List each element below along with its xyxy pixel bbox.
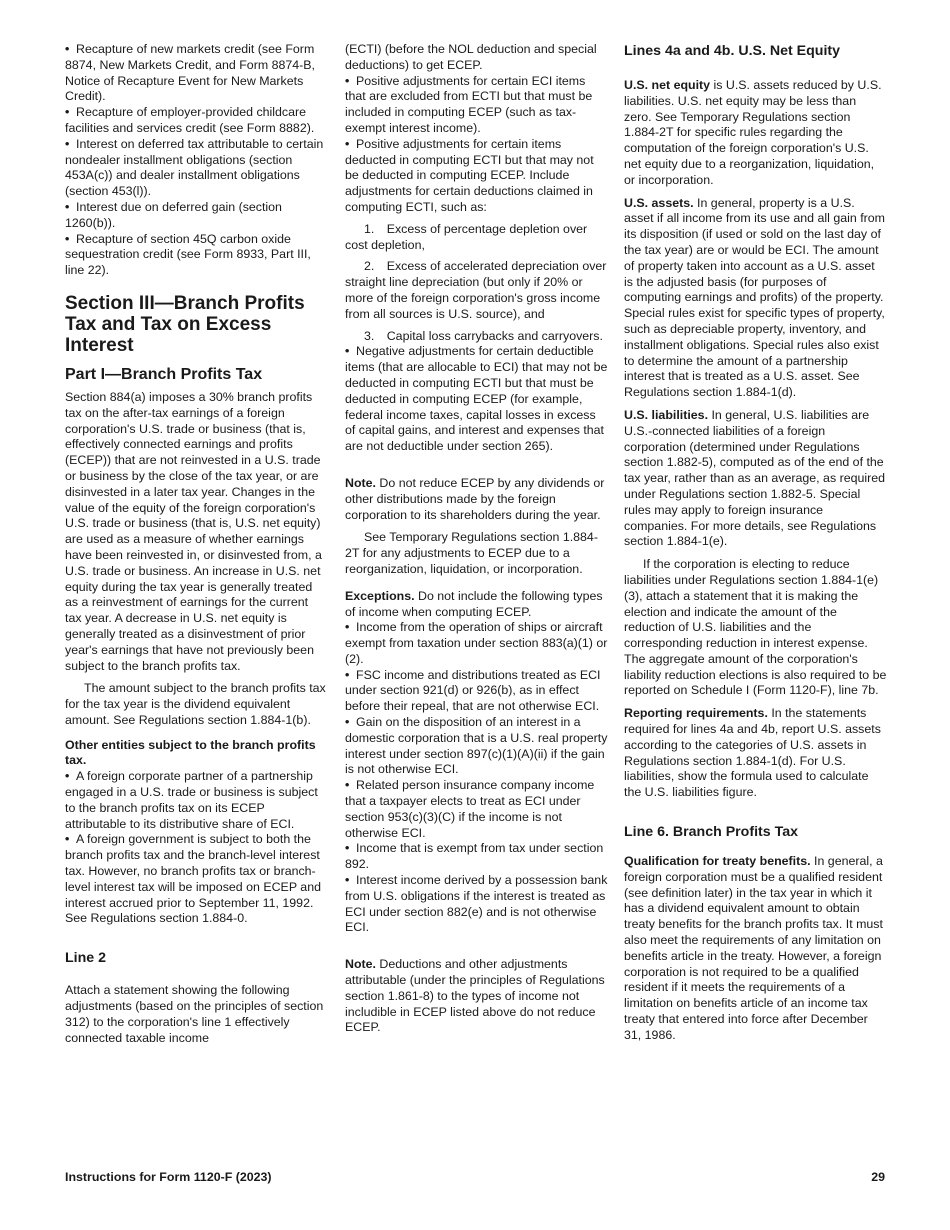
line-2-heading: Line 2 [65,950,106,967]
assets-paragraph [624,196,887,401]
page-number: 29 [871,1170,885,1184]
list-item: • Positive adjustments for certain ECI items that are excluded from ECTI but that must be included in computing ECEP (such as tax-exempt interest income). [345,74,608,137]
list-item: • Income that is exempt from tax under section 892. [345,841,608,873]
list-item: • Recapture of new markets credit (see Form 8874, New Markets Credit, and Form 8874-B, Notice of Recapture Event for New Markets Credit). [65,42,328,105]
numbered-item: 1. Excess of percentage depletion over cost depletion, [345,221,588,252]
note-label: Note. [345,957,376,972]
list-item: • Gain on the disposition of an interest in a domestic corporation that is a U.S. real property interest under section 897(c)(1)(A)(ii) if the gain is not otherwise ECI. [345,715,608,778]
list-item: • Interest due on deferred gain (section 1260(b)). [65,200,328,232]
term-label: Reporting requirements. [624,706,768,721]
exceptions-text: Do not include the following types of income when computing ECEP. [345,588,603,619]
note-paragraph [345,476,608,523]
bullet-list-exceptions [345,620,608,936]
term-label: U.S. net equity [624,78,711,92]
list-item: • Negative adjustments for certain deductible items (that are allocable to ECI) that may not be deducted in computing ECTI but that must be deducted in computing ECEP (for example, federal income taxes, capital losses in excess of capital gains, and interest and expenses that are not deductible under section 265). [345,344,608,455]
list-item: • Related person insurance company income that a taxpayer elects to treat as ECI under section 953(c)(3)(C) if the income is not otherwise ECI. [345,778,608,841]
numbered-item: 3. Capital loss carrybacks and carryovers. [364,328,603,343]
list-item: • Positive adjustments for certain items deducted in computing ECTI but that may not be deducted in computing ECEP. Include adjustments for certain deductions claimed in computing ECTI, such as: [345,137,608,216]
paragraph: If the corporation is electing to reduce liabilities under Regulations section 1.884-1(e)(3), attach a statement that it is making the election and indicate the amount of the reduction of U.S. liabilities and the corresponding reduction in interest expense. The aggregate amount of the corporation's liability reduction elections is also required to be reported on Schedule I (Form 1120-F), line 7b. [624,557,887,698]
list-item: • Interest on deferred tax attributable to certain nondealer installment obligations (section 453A(c)) and dealer installment obligations (section 453(l)). [65,137,328,200]
term-label: U.S. liabilities. [624,407,709,422]
liabilities-paragraph [624,408,887,550]
term-text: In the statements required for lines 4a and 4b, report U.S. assets according to the categories of U.S. assets in Regulations section 1.884-1(d). For U.S. liabilities, show the formula used to calculate the U.S. liabilities figure. [624,706,881,800]
list-item: • Interest income derived by a possession bank from U.S. obligations if the interest is treated as ECI under section 882(e) and is not otherwise ECI. [345,873,608,936]
list-item: • A foreign government is subject to both the branch profits tax and the branch-level interest tax. However, no branch profits tax or branch-level interest tax will be imposed on ECEP and interest accrued prior to September 11, 1992. See Regulations section 1.884-0. [65,832,328,927]
paragraph: The amount subject to the branch profits tax for the tax year is the dividend equivalent amount. See Regulations section 1.884-1(b). [65,681,326,727]
bullet-list-recapture [65,42,328,279]
list-item: • A foreign corporate partner of a partnership engaged in a U.S. trade or business is subject to the branch profits tax on its ECEP attributable to its distributive share of ECI. [65,769,328,832]
lines-4a-4b-heading: Lines 4a and 4b. U.S. Net Equity [624,43,841,59]
exceptions-label: Exceptions. [345,588,415,603]
list-item: • Recapture of section 45Q carbon oxide sequestration credit (see Form 8933, Part III, line 22). [65,232,328,279]
reporting-paragraph [624,706,887,801]
paragraph: (ECTI) (before the NOL deduction and special deductions) to get ECEP. [345,42,597,72]
column-3 [624,42,887,1051]
term-text: In general, a foreign corporation must be a qualified resident (see definition later) in the tax year in which it has a dividend equivalent amount to obtain treaty benefits for the branch profits tax. It must also meet the requirements of any limitation on benefits article in the treaty. However, a foreign corporation is not required to be a qualified resident if it meets the requirements of a limitation on benefits article of an income tax treaty that entered into force after December 31, 1986. [624,854,883,1042]
paragraph: See Temporary Regulations section 1.884-2T for any adjustments to ECEP due to a reorganization, liquidation, or incorporation. [345,530,598,576]
note-paragraph [345,957,608,1036]
section-title: Section III—Branch Profits Tax and Tax on Excess Interest [65,292,305,356]
list-item: • Recapture of employer-provided childcare facilities and services credit (see Form 8882). [65,105,328,137]
column-2 [345,42,608,1043]
note-label: Note. [345,475,376,490]
part-title: Part I—Branch Profits Tax [65,365,263,383]
term-label: Qualification for treaty benefits. [624,854,811,869]
term-text: In general, U.S. liabilities are U.S.-connected liabilities of a foreign corporation (determined under Regulations section 1.882-5), computed as of the end of the tax year, rather than as an average, as required under Regulations section 1.882-5. Special rules may apply to foreign insurance companies. For more details, see Regulations section 1.884-1(e). [624,407,886,549]
column-1 [65,42,328,1053]
other-entities-heading: Other entities subject to the branch profits tax. [65,737,316,768]
list-item: • FSC income and distributions treated as ECI under section 921(d) or 926(b), as in effect before their repeal, that are not otherwise ECI. [345,668,608,715]
term-label: U.S. assets. [624,195,694,210]
note-text: Do not reduce ECEP by any dividends or other distributions made by the foreign corporation to its shareholders during the year. [345,475,605,522]
list-item: • Income from the operation of ships or aircraft exempt from taxation under section 883(a)(1) or (2). [345,620,608,667]
exceptions-paragraph [345,589,608,621]
bullet-list-other-entities [65,769,328,927]
numbered-item: 2. Excess of accelerated depreciation over straight line depreciation (but only if 20% or more of the foreign corporation's gross income from all sources is U.S. source), and [345,259,607,321]
term-text: In general, property is a U.S. asset if all income from its use and all gain from its disposition (if used or sold on the last day of the tax year) are or would be ECI. The amount of property taken into account as a U.S. asset is the adjusted basis (for purposes of computing earnings and profits) of the property. Special rules exist for specific types of property, such as depreciable property, inventory, and installment obligations. Special rules also exist to determine the amount of a partnership interest that is treated as a U.S. asset. See Regulations section 1.884-1(d). [624,195,886,400]
line-6-heading: Line 6. Branch Profits Tax [624,824,798,841]
note-text: Deductions and other adjustments attributable (under the principles of Regulations section 1.861-8) to the types of income not includible in ECEP listed above do not reduce ECEP. [345,957,605,1035]
paragraph: Section 884(a) imposes a 30% branch profits tax on the after-tax earnings of a foreign corporation's U.S. trade or business (that is, effectively connected earnings and profits (ECEP)) that are not reinvested in a U.S. trade or business by the close of the tax year, or are disinvested in a later tax year. Changes in the value of the equity of the foreign corporation's U.S. trade or business (that is, U.S. net equity) are used as a measure of whether earnings have been reinvested in, or disinvested from, a U.S. trade or business. An increase in U.S. net equity during the tax year is generally treated as a reinvestment of earnings for the current tax year. A decrease in U.S. net equity is generally treated as a disinvestment of prior year's earnings that have not previously been subject to the branch profits tax. [65,389,322,673]
net-equity-paragraph [624,78,887,189]
treaty-paragraph [624,854,887,1044]
paragraph: Attach a statement showing the following adjustments (based on the principles of section 312) to the corporation's line 1 effectively connected taxable income [65,983,324,1045]
footer-title: Instructions for Form 1120-F (2023) [65,1170,272,1184]
term-text: is U.S. assets reduced by U.S. liabilities. U.S. net equity may be less than zero. See Temporary Regulations section 1.884-2T for specific rules regarding the computation of the foreign corporation's U.S. net equity due to a reorganization, liquidation, or incorporation. [624,78,882,187]
